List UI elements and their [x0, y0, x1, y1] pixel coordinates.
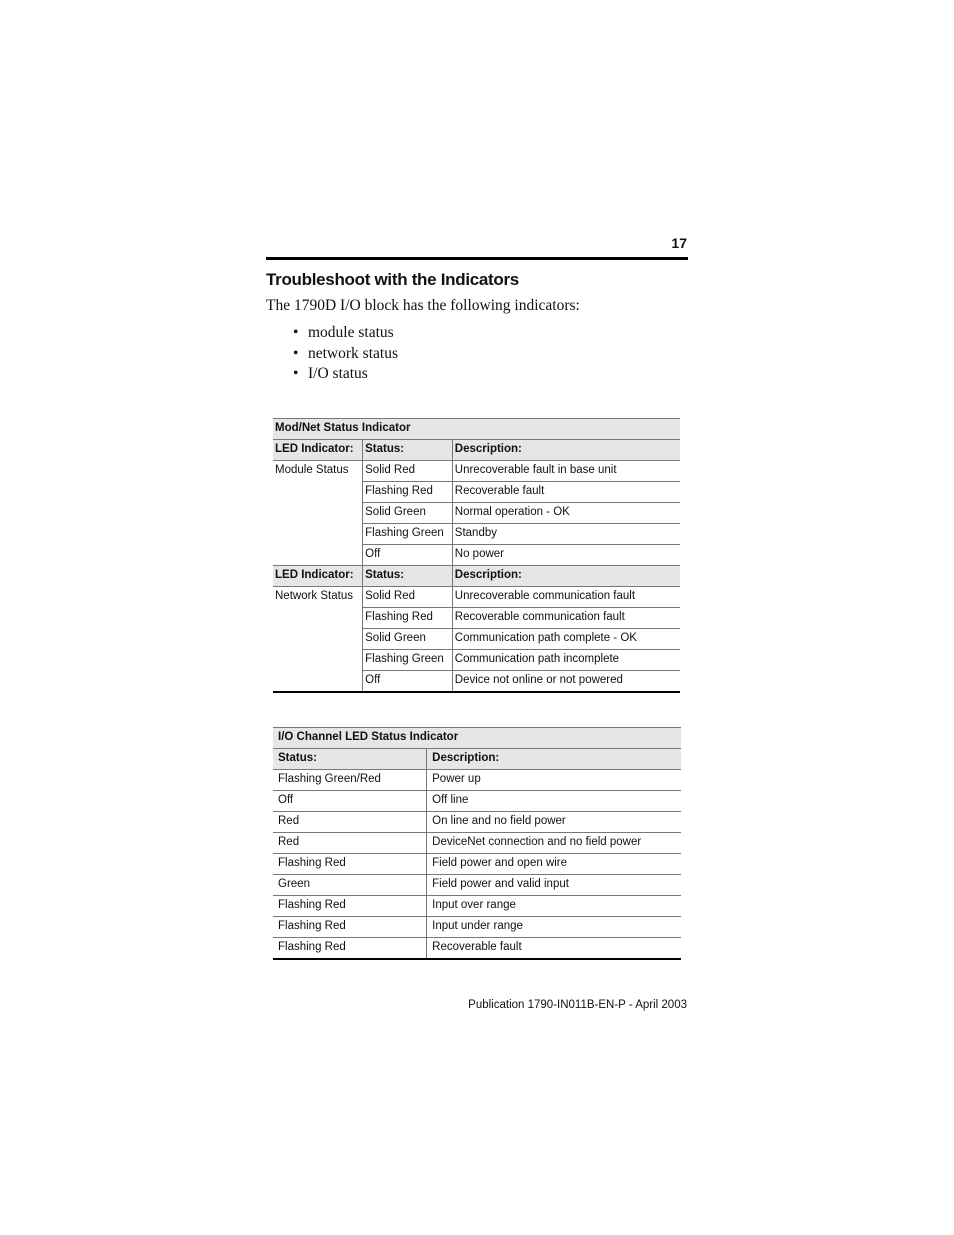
list-item-label: network status: [308, 344, 398, 362]
status-cell: Solid Red: [363, 587, 453, 608]
column-header-status: Status:: [363, 440, 453, 461]
description-cell: Power up: [427, 770, 681, 791]
header-rule: [266, 257, 688, 260]
status-cell: Flashing Red: [273, 917, 427, 938]
table-row: [273, 461, 680, 482]
description-cell: Device not online or not powered: [452, 671, 680, 693]
column-header-description: Description:: [427, 749, 681, 770]
description-cell: Communication path incomplete: [452, 650, 680, 671]
list-item: [293, 323, 398, 344]
description-cell: No power: [452, 545, 680, 566]
description-cell: Unrecoverable fault in base unit: [452, 461, 680, 482]
description-cell: Recoverable fault: [427, 938, 681, 960]
description-cell: Normal operation - OK: [452, 503, 680, 524]
led-indicator-cell: Module Status: [273, 461, 363, 566]
table-row: [273, 812, 681, 833]
status-cell: Solid Red: [363, 461, 453, 482]
table-caption-row: [273, 419, 680, 440]
list-item-label: I/O status: [308, 365, 368, 382]
status-cell: Solid Green: [363, 503, 453, 524]
status-cell: Flashing Green/Red: [273, 770, 427, 791]
description-cell: Unrecoverable communication fault: [452, 587, 680, 608]
table-header-row: [273, 440, 680, 461]
section-title: Troubleshoot with the Indicators: [266, 270, 519, 289]
column-header-status: Status:: [363, 566, 453, 587]
status-cell: Flashing Red: [273, 938, 427, 960]
table-row: [273, 875, 681, 896]
description-cell: Communication path complete - OK: [452, 629, 680, 650]
table-caption-row: [273, 728, 681, 749]
column-header-status: Status:: [273, 749, 427, 770]
column-header-led: LED Indicator:: [273, 440, 363, 461]
description-cell: Field power and open wire: [427, 854, 681, 875]
column-header-description: Description:: [452, 440, 680, 461]
table-row: [273, 896, 681, 917]
description-cell: Recoverable fault: [452, 482, 680, 503]
status-cell: Flashing Red: [363, 608, 453, 629]
table-row: [273, 833, 681, 854]
column-header-description: Description:: [452, 566, 680, 587]
led-indicator-cell: Network Status: [273, 587, 363, 693]
status-cell: Flashing Green: [363, 524, 453, 545]
list-item: [293, 364, 398, 385]
status-cell: Off: [273, 791, 427, 812]
table-row: [273, 854, 681, 875]
indicator-list: [293, 323, 398, 385]
publication-footer: Publication 1790-IN011B-EN-P - April 2003: [468, 999, 687, 1011]
description-cell: Input under range: [427, 917, 681, 938]
bullet-icon: •: [293, 344, 299, 362]
bullet-icon: •: [293, 324, 299, 341]
column-header-led: LED Indicator:: [273, 566, 363, 587]
bullet-icon: •: [293, 365, 299, 382]
mod-net-status-table: [273, 418, 680, 693]
status-cell: Flashing Red: [273, 896, 427, 917]
table-header-row: [273, 749, 681, 770]
io-channel-status-table: [273, 727, 681, 960]
description-cell: Standby: [452, 524, 680, 545]
list-item-label: module status: [308, 324, 394, 341]
status-cell: Off: [363, 671, 453, 693]
description-cell: On line and no field power: [427, 812, 681, 833]
status-cell: Red: [273, 833, 427, 854]
table-caption: Mod/Net Status Indicator: [273, 419, 680, 440]
status-cell: Red: [273, 812, 427, 833]
table-row: [273, 791, 681, 812]
description-cell: Input over range: [427, 896, 681, 917]
status-cell: Green: [273, 875, 427, 896]
status-cell: Flashing Red: [273, 854, 427, 875]
description-cell: Recoverable communication fault: [452, 608, 680, 629]
status-cell: Flashing Red: [363, 482, 453, 503]
description-cell: Off line: [427, 791, 681, 812]
description-cell: DeviceNet connection and no field power: [427, 833, 681, 854]
description-cell: Field power and valid input: [427, 875, 681, 896]
status-cell: Off: [363, 545, 453, 566]
table-row: [273, 917, 681, 938]
page-number: 17: [671, 235, 687, 251]
intro-paragraph: The 1790D I/O block has the following indicators:: [266, 297, 580, 314]
status-cell: Solid Green: [363, 629, 453, 650]
table-caption: I/O Channel LED Status Indicator: [273, 728, 681, 749]
list-item: [293, 344, 398, 365]
table-header-row: [273, 566, 680, 587]
table-row: [273, 938, 681, 960]
table-row: [273, 587, 680, 608]
table-row: [273, 770, 681, 791]
status-cell: Flashing Green: [363, 650, 453, 671]
